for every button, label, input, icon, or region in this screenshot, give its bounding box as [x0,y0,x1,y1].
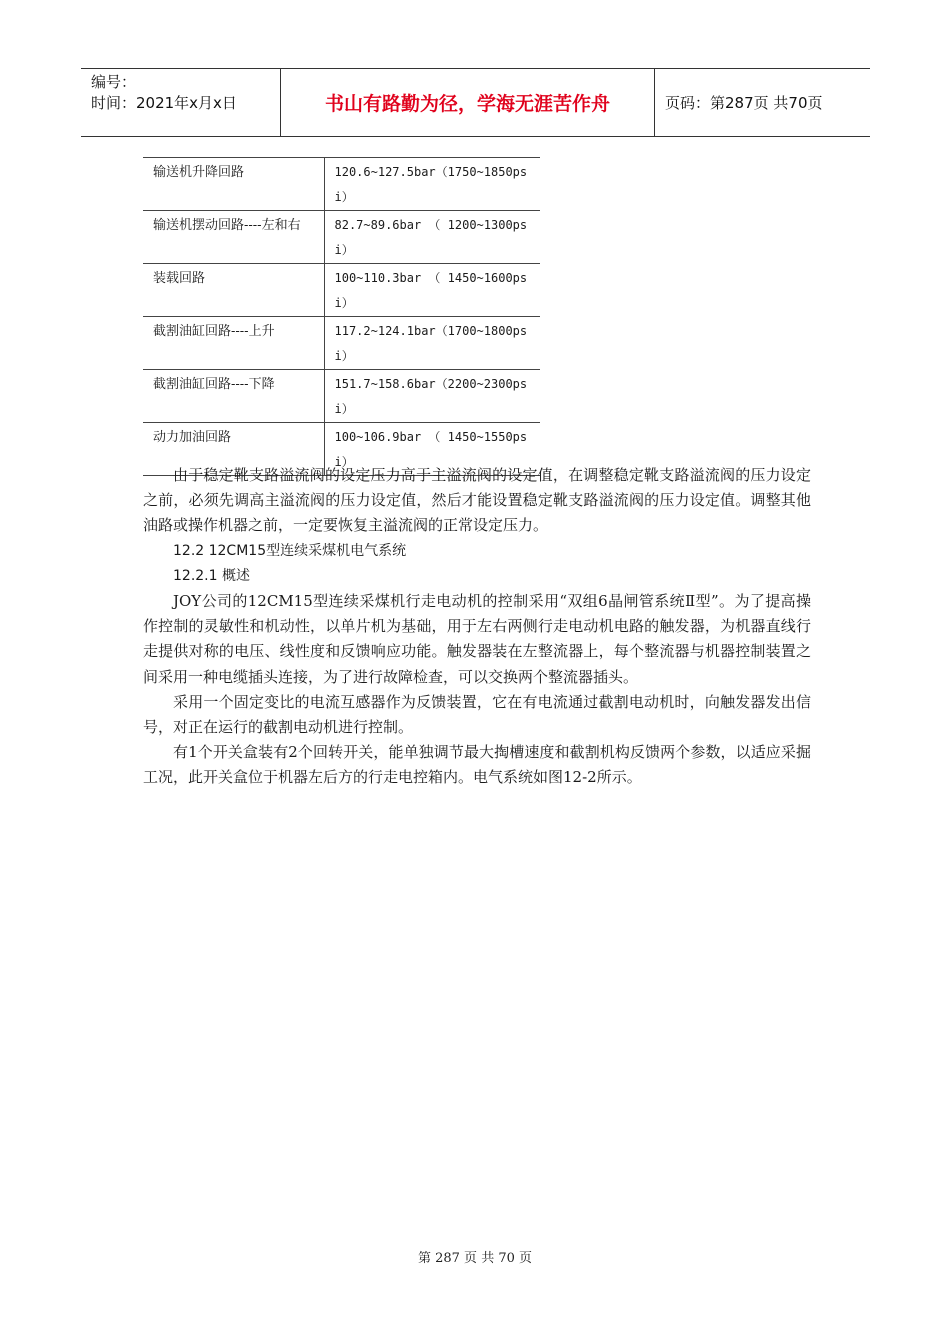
page-footer: 第 287 页 共 70 页 [417,1251,533,1266]
circuit-name: 输送机摆动回路----左和右 [143,211,324,264]
paragraph-relief-valve: 由于稳定靴支路溢流阀的设定压力高于主溢流阀的设定值，在调整稳定靴支路溢流阀的压力设定之前，必须先调高主溢流阀的压力设定值，然后才能设置稳定靴支路溢流阀的压力设定值。调整其他油路或操作机器之前，一定要恢复主溢流阀的正常设定压力。 [143,466,811,535]
body-text [143,463,811,791]
paragraph-current-transformer: 采用一个固定变比的电流互感器作为反馈装置，它在有电流通过截割电动机时，向触发器发出信号，对正在运行的截割电动机进行控制。 [143,692,811,737]
pressure-table [143,157,540,476]
page-header [81,68,870,137]
circuit-name: 动力加油回路 [143,423,324,476]
document-time-label: 时间：2021年x月x日 [91,94,237,112]
section-title: 12.2 12CM15型连续采煤机电气系统 [173,542,407,559]
subsection-title: 12.2.1 概述 [173,567,250,584]
pressure-value: 117.2~124.1bar（1700~1800psi） [324,317,540,370]
pressure-value: 120.6~127.5bar（1750~1850psi） [324,158,540,211]
pressure-value: 82.7~89.6bar （ 1200~1300psi） [324,211,540,264]
header-motto: 书山有路勤为径，学海无涯苦作舟 [281,69,655,136]
table-row [143,264,540,317]
circuit-name: 截割油缸回路----下降 [143,370,324,423]
table-row [143,211,540,264]
circuit-name: 截割油缸回路----上升 [143,317,324,370]
paragraph-switch-box: 有1个开关盒装有2个回转开关，能单独调节最大掏槽速度和截割机构反馈两个参数，以适应采掘工况，此开关盒位于机器左后方的行走电控箱内。电气系统如图12-2所示。 [143,743,811,787]
pressure-value: 151.7~158.6bar（2200~2300psi） [324,370,540,423]
table-row [143,370,540,423]
table-row [143,317,540,370]
pressure-value: 100~106.9bar （ 1450~1550psi） [324,423,540,476]
table-row [143,158,540,211]
header-meta [81,69,281,136]
document-number-label: 编号： [91,73,137,91]
circuit-name: 输送机升降回路 [143,158,324,211]
paragraph-overview: JOY公司的12CM15型连续采煤机行走电动机的控制采用“双组6晶闸管系统Ⅱ型”。为了提高操作控制的灵敏性和机动性，以单片机为基础，用于左右两侧行走电动机电路的触发器，为机器直线行走提供对称的电压、线性度和反馈响应功能。触发器装在左整流器上，每个整流器与机器控制装置之间采用一种电缆插头连接，为了进行故障检查，可以交换两个整流器插头。 [143,592,811,686]
circuit-name: 装载回路 [143,264,324,317]
header-page-label: 页码：第287页 共70页 [665,94,823,112]
pressure-value: 100~110.3bar （ 1450~1600psi） [324,264,540,317]
